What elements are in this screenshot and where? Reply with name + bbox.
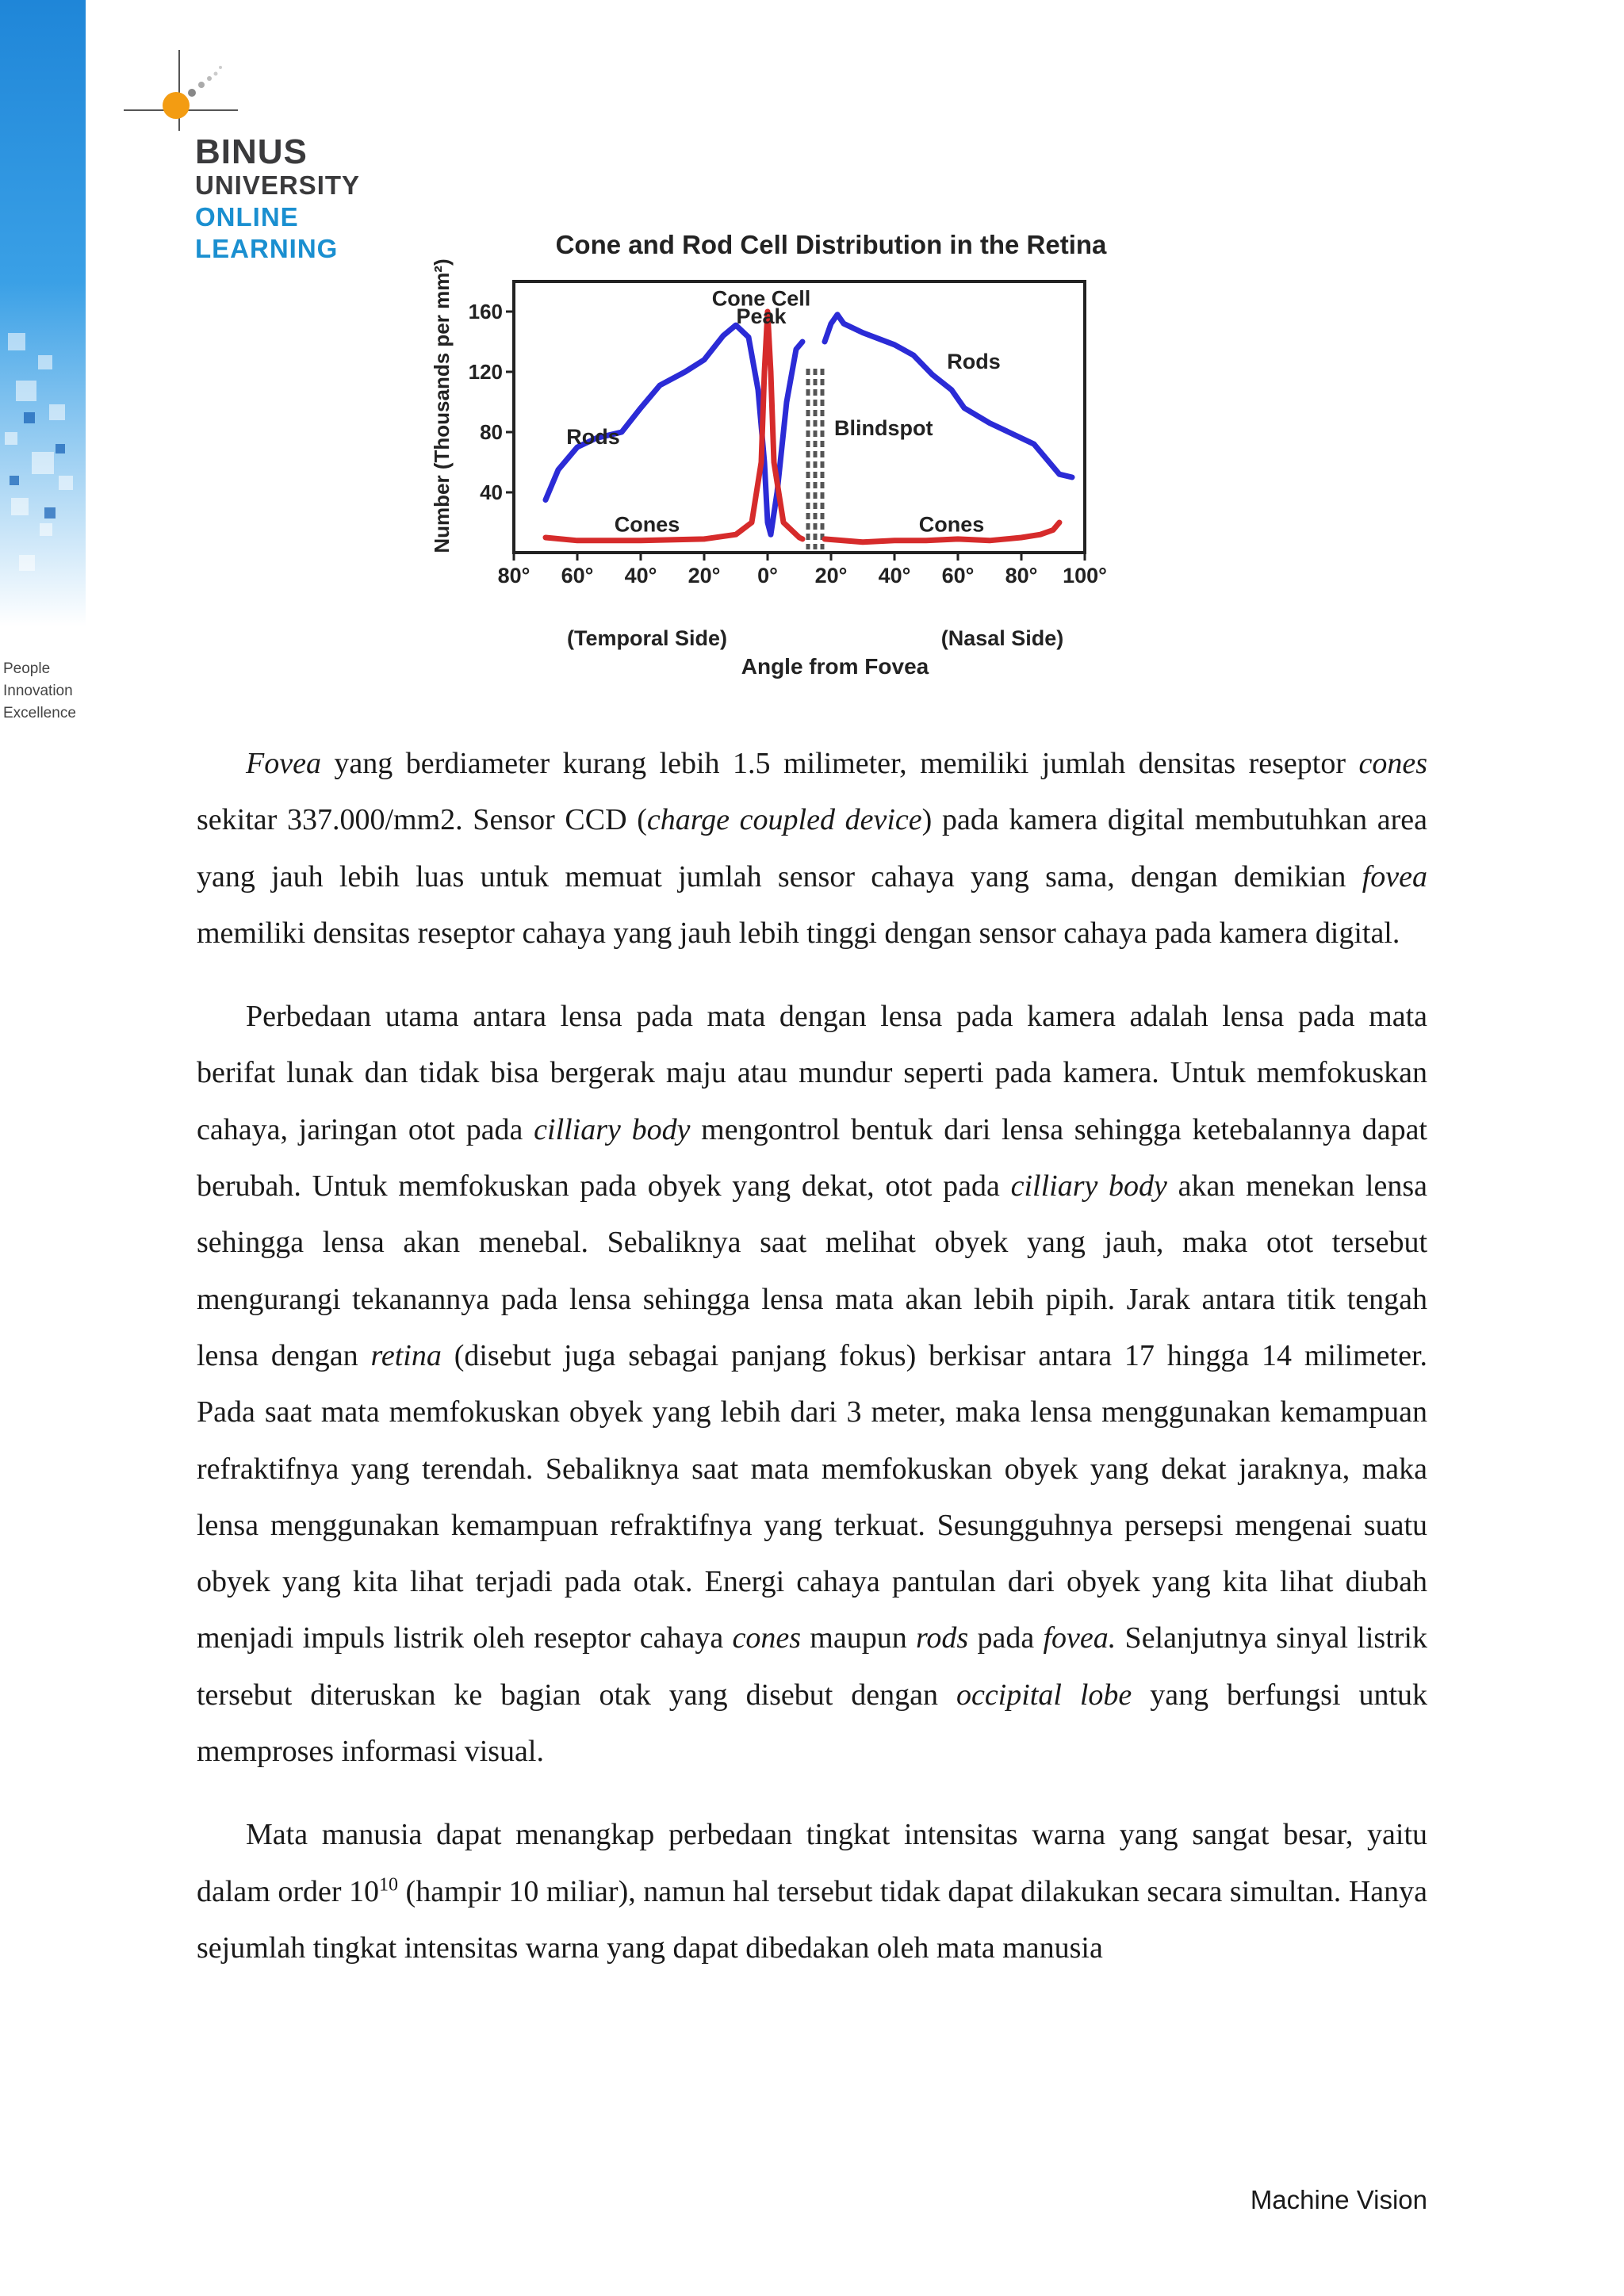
italic-term: charge coupled device (646, 803, 922, 837)
tagline-line: Excellence (3, 705, 76, 721)
body-paragraph (197, 989, 1427, 1780)
italic-term: rods (916, 1621, 969, 1655)
retina-distribution-chart (430, 224, 1196, 683)
x-side-label-temporal: (Temporal Side) (566, 626, 728, 650)
body-paragraph (197, 1807, 1427, 1976)
x-tick-label: 0° (757, 564, 778, 587)
text-run: memiliki densitas reseptor cahaya yang jauh lebih tinggi dengan sensor cahaya pada kamera digital. (197, 916, 1400, 950)
x-tick-label: 20° (814, 564, 848, 587)
x-tick-label: 80° (497, 564, 530, 587)
tagline (3, 658, 76, 725)
body-paragraph (197, 736, 1427, 962)
italic-term: cones (1358, 747, 1427, 780)
x-tick-label: 60° (941, 564, 975, 587)
logo-university-text: UNIVERSITY (195, 170, 361, 200)
italic-term: retina (370, 1338, 442, 1372)
chart-title: Cone and Rod Cell Distribution in the Retina (555, 230, 1107, 259)
italic-term: fovea (1362, 859, 1427, 894)
italic-term: cilliary body (1010, 1169, 1167, 1203)
y-tick-label: 120 (468, 360, 503, 384)
cones-annotation-left: Cones (614, 512, 680, 537)
italic-term: cilliary body (534, 1112, 691, 1146)
x-tick-label: 100° (1063, 564, 1107, 587)
blindspot-band (806, 285, 825, 549)
text-run: yang berfungsi untuk memproses informasi visual. (197, 1678, 1428, 1769)
y-tick-label: 160 (468, 300, 503, 323)
tagline-line: People (3, 660, 51, 677)
x-tick-label: 40° (878, 564, 911, 587)
italic-term: fovea. (1043, 1621, 1116, 1655)
logo-learning-text: LEARNING (195, 234, 339, 263)
cone-peak-annotation: Peak (736, 304, 787, 329)
x-tick-label: 40° (624, 564, 657, 587)
text-run: Selanjutnya sinyal listrik tersebut diteruskan ke bagian otak yang disebut dengan (197, 1621, 1427, 1712)
document-body (197, 736, 1427, 2003)
rods-annotation-left: Rods (566, 425, 620, 450)
italic-term: Fovea (246, 747, 321, 780)
text-run: (disebut juga sebagai panjang fokus) berkisar antara 17 hingga 14 milimeter. Pada saat mata memfokuskan obyek yang lebih dari 3 meter, maka lensa menggunakan kemampuan refraktifnya yang terendah. Sebaliknya saat mata memfokuskan obyek yang dekat jaraknya, maka lensa menggunakan kemampuan refraktifnya yang terkuat. Sesungguhnya persepsi mengenai suatu obyek yang kita lihat terjadi pada otak. Energi cahaya pantulan dari obyek yang kita lihat diubah menjadi impuls listrik oleh reseptor cahaya (197, 1338, 1428, 1655)
text-run: mengontrol bentuk dari lensa sehingga ketebalannya dapat berubah. Untuk memfokuskan pada obyek yang dekat, otot pada (197, 1112, 1427, 1203)
text-run: pada (968, 1621, 1044, 1655)
x-tick-label: 80° (1005, 564, 1038, 587)
text-run: Mata manusia dapat menangkap perbedaan tingkat intensitas warna yang sangat besar, yaitu dalam order 10 (197, 1818, 1427, 1908)
cones-annotation-right: Cones (918, 512, 985, 537)
superscript: 10 (379, 1873, 399, 1895)
text-run: ) pada kamera digital membutuhkan area yang jauh lebih luas untuk memuat jumlah sensor cahaya yang sama, dengan demikian (197, 803, 1427, 894)
logo-binus-text: BINUS (195, 132, 308, 171)
text-run: akan menekan lensa sehingga lensa akan menebal. Sebaliknya saat melihat obyek yang jauh, maka otot tersebut mengurangi tekanannya pada lensa sehingga lensa mata akan lebih pipih. Jarak antara titik tengah lensa dengan (197, 1169, 1428, 1372)
text-run: Perbedaan utama antara lensa pada mata dengan lensa pada kamera adalah lensa pada mata berifat lunak dan tidak bisa bergerak maju atau mundur seperti pada kamera. Untuk memfokuskan cahaya, jaringan otot pada (197, 1000, 1427, 1146)
chart-ylabel: Number (Thousands per mm²) (430, 258, 454, 553)
tagline-line: Innovation (3, 683, 73, 699)
y-tick-label: 40 (480, 480, 503, 504)
x-tick-label: 20° (688, 564, 721, 587)
x-tick-label: 60° (561, 564, 594, 587)
text-run: sekitar 337.000/mm2. Sensor CCD ( (197, 803, 647, 837)
blindspot-annotation: Blindspot (834, 415, 933, 440)
italic-term: cones (732, 1621, 802, 1655)
rods-annotation-right: Rods (947, 350, 1001, 374)
university-logo (119, 44, 365, 274)
chart-xlabel: Angle from Fovea (741, 654, 929, 679)
cone-peak-annotation: Cone Cell (711, 286, 811, 311)
logo-emblem-icon (119, 44, 254, 147)
text-run: (hampir 10 miliar), namun hal tersebut tidak dapat dilakukan secara simultan. Hanya sejumlah tingkat intensitas warna yang dapat dibedakan oleh mata manusia (197, 1874, 1427, 1965)
x-side-label-nasal: (Nasal Side) (940, 626, 1064, 650)
footer-label: Machine Vision (1250, 2185, 1427, 2214)
plot-box (514, 281, 1085, 553)
text-run: yang berdiameter kurang lebih 1.5 milimeter, memiliki jumlah densitas reseptor (320, 747, 1359, 780)
decorative-side-strip (0, 0, 86, 626)
logo-online-text: ONLINE (195, 202, 299, 232)
y-tick-label: 80 (480, 420, 503, 444)
text-run: maupun (801, 1621, 917, 1655)
italic-term: occipital lobe (956, 1678, 1132, 1712)
